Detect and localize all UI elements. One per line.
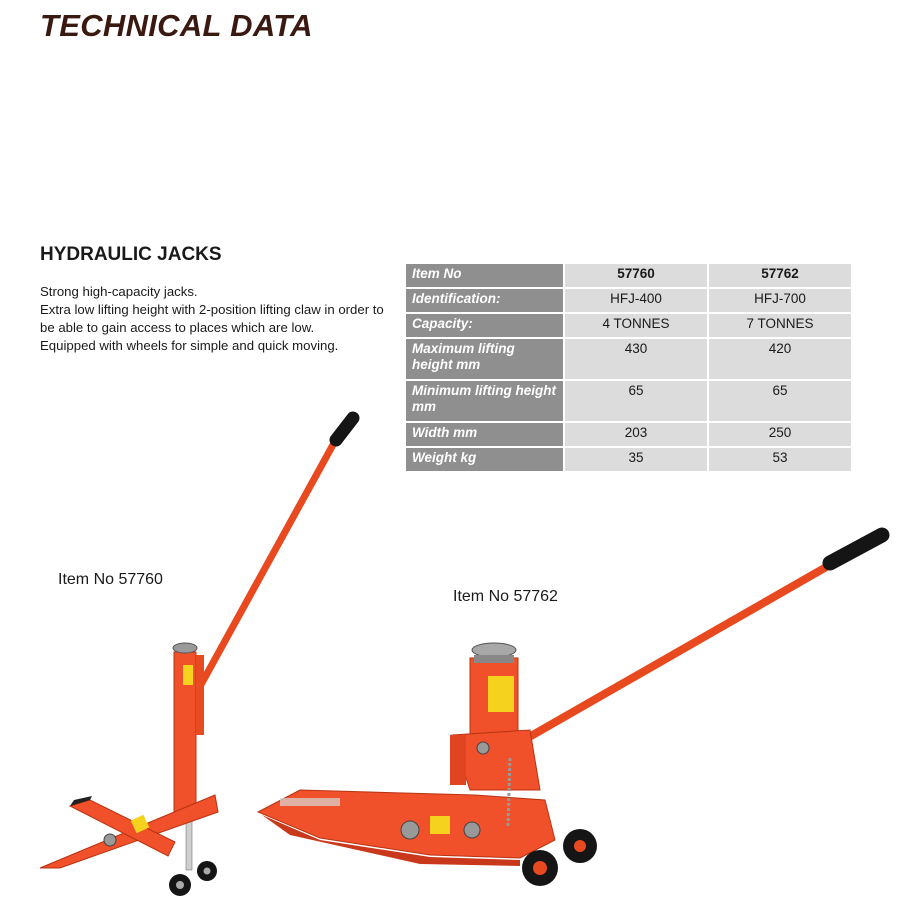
- product-caption: Item No 57762: [453, 588, 558, 605]
- row-label: Width mm: [406, 423, 563, 446]
- row-label: Weight kg: [406, 448, 563, 471]
- cell-value: 250: [709, 423, 851, 446]
- cell-value: HFJ-400: [565, 289, 707, 312]
- row-label: Capacity:: [406, 314, 563, 337]
- row-label: Identification:: [406, 289, 563, 312]
- cell-value: 57760: [565, 264, 707, 287]
- cell-value: 65: [709, 381, 851, 421]
- page-title: TECHNICAL DATA: [40, 8, 313, 43]
- row-label: Item No: [406, 264, 563, 287]
- cell-value: 53: [709, 448, 851, 471]
- cell-value: 4 TONNES: [565, 314, 707, 337]
- description-line: Extra low lifting height with 2-position lifting claw in order to be able to gain access to places which are low.: [40, 302, 384, 335]
- product-caption: Item No 57760: [58, 571, 163, 588]
- cell-value: 420: [709, 339, 851, 379]
- description-line: Equipped with wheels for simple and quick moving.: [40, 338, 339, 353]
- row-label: Minimum lifting height mm: [406, 381, 563, 421]
- cell-value: 7 TONNES: [709, 314, 851, 337]
- row-label: Maximum lifting height mm: [406, 339, 563, 379]
- section-title: HYDRAULIC JACKS: [40, 244, 222, 265]
- cell-value: 35: [565, 448, 707, 471]
- cell-value: 203: [565, 423, 707, 446]
- cell-value: 430: [565, 339, 707, 379]
- description-line: Strong high-capacity jacks.: [40, 284, 198, 299]
- cell-value: 65: [565, 381, 707, 421]
- cell-value: 57762: [709, 264, 851, 287]
- cell-value: HFJ-700: [709, 289, 851, 312]
